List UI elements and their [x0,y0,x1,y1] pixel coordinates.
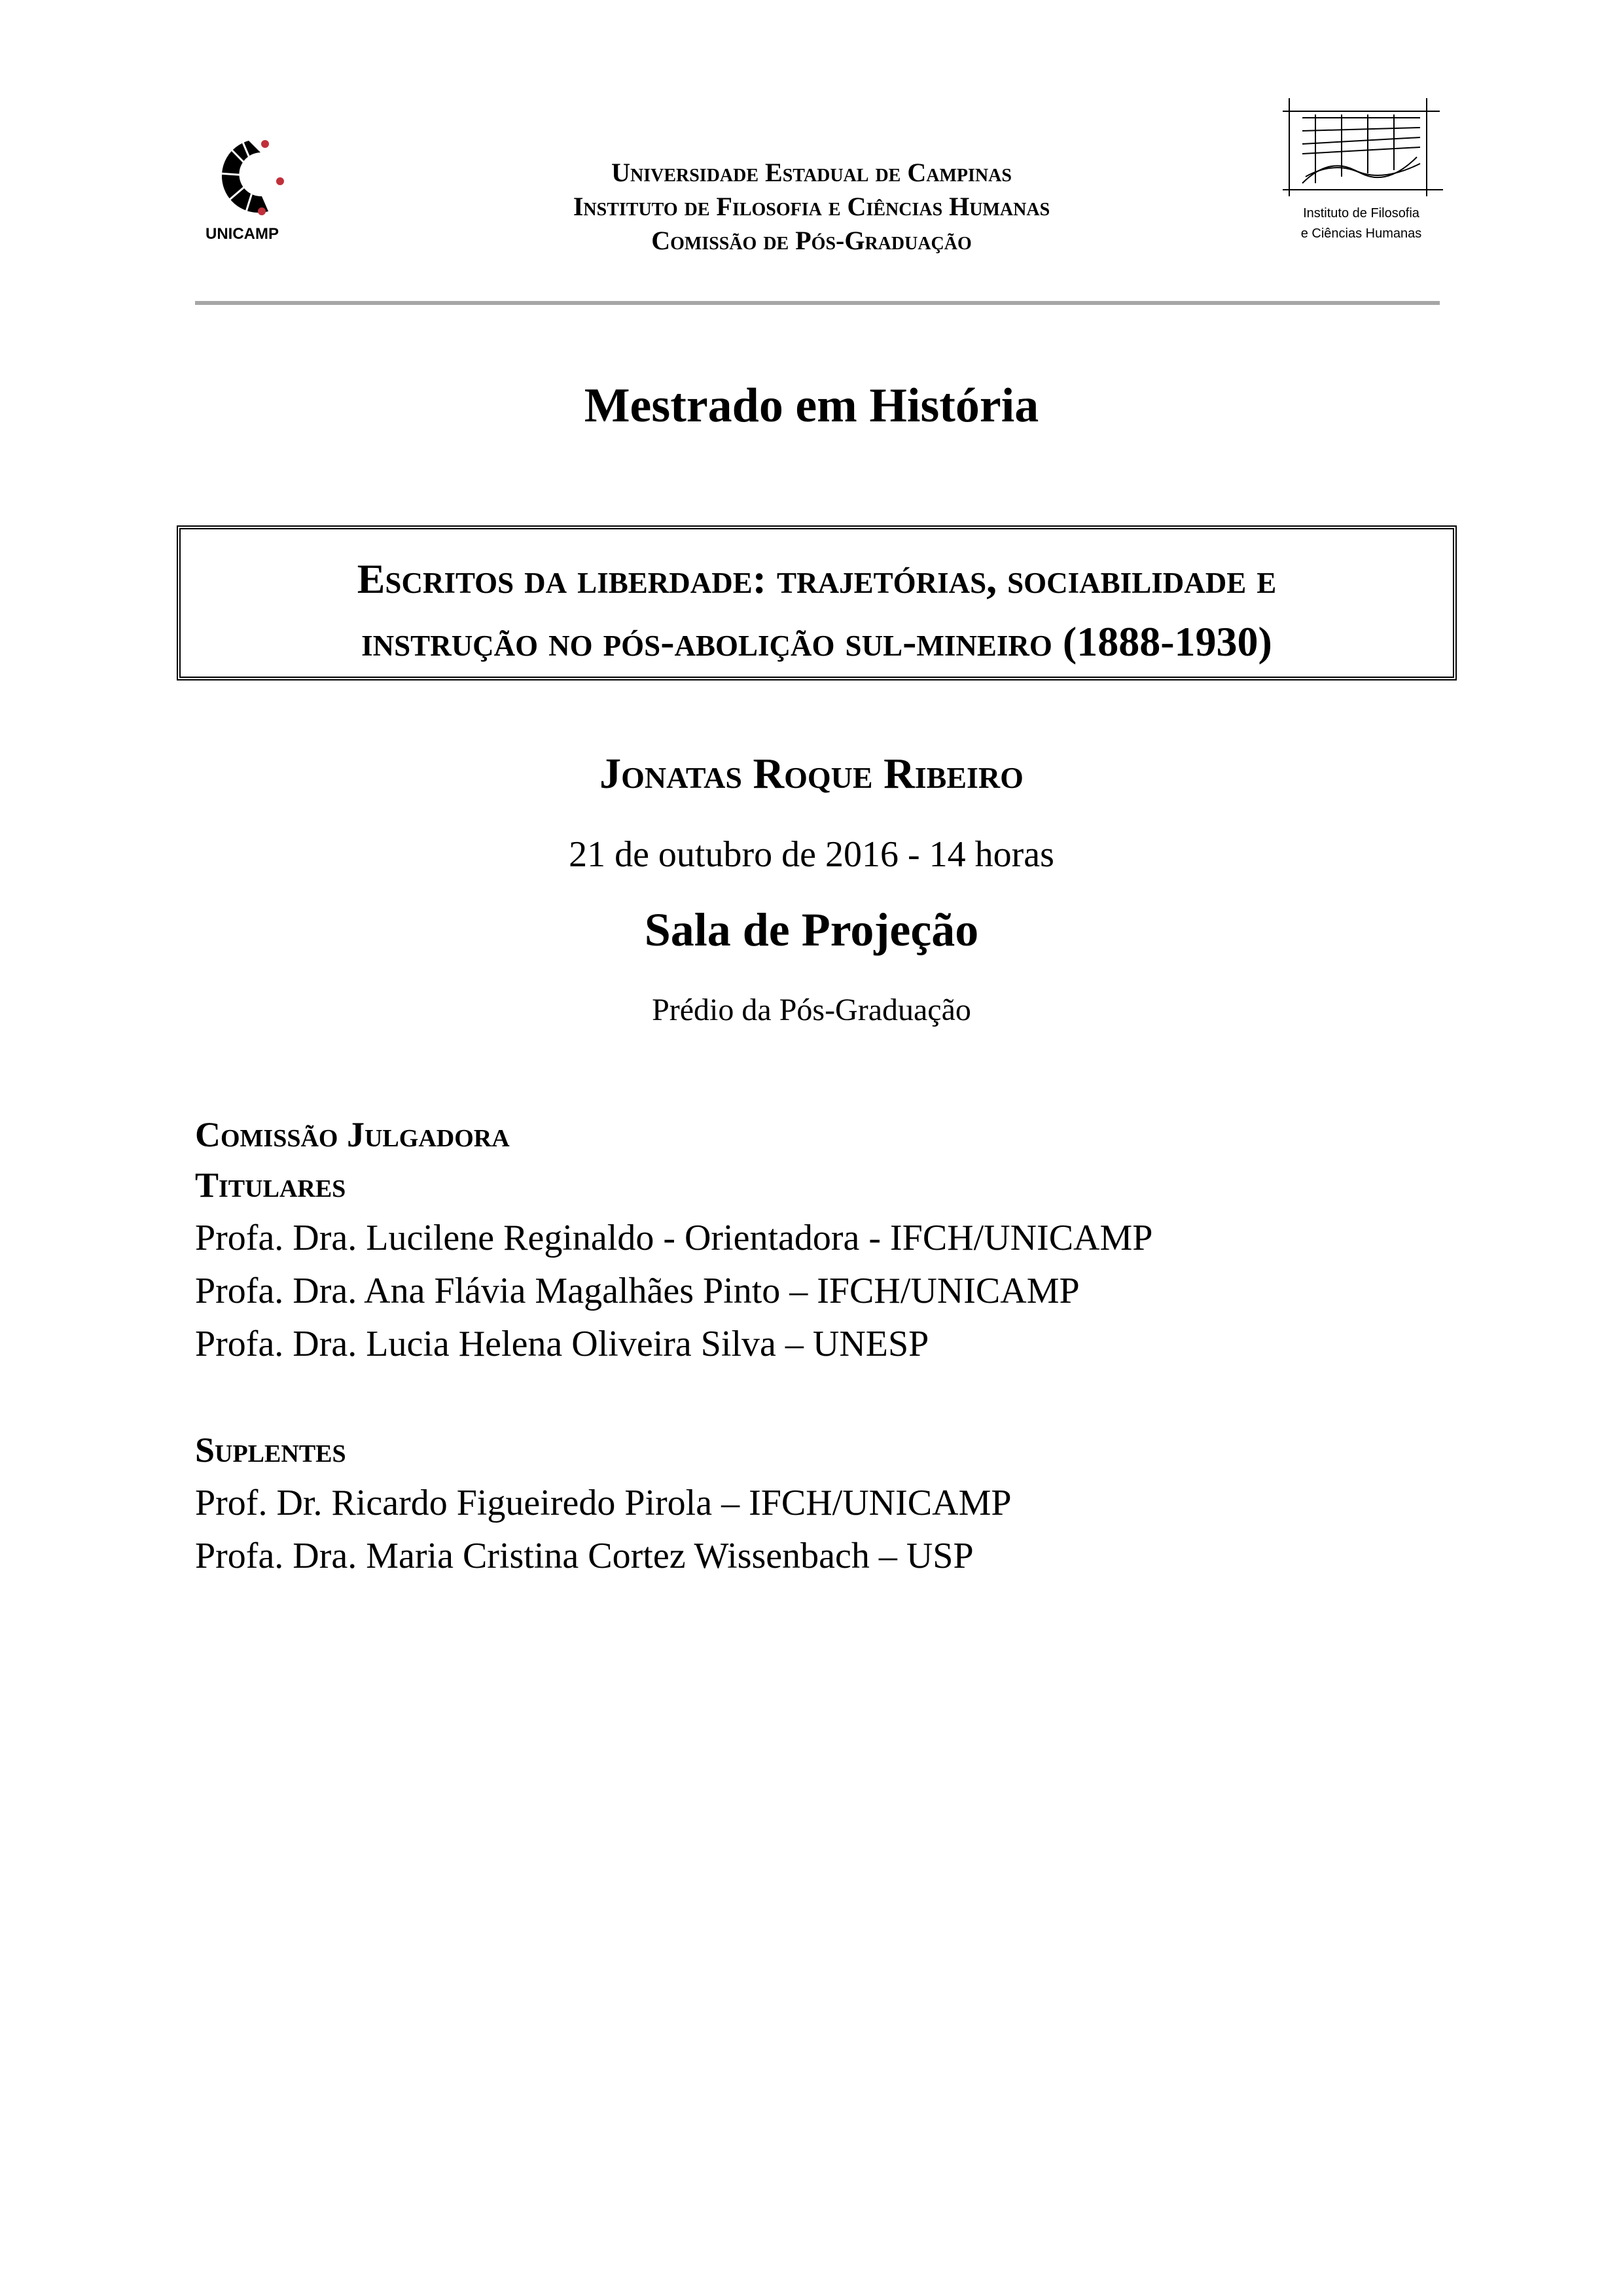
substitute-member: Prof. Dr. Ricardo Figueiredo Pirola – IFCH/UNICAMP [195,1483,1012,1523]
page-title: Mestrado em História [584,379,1039,433]
committee-section [195,1108,1152,1583]
ifch-logo [1276,98,1446,245]
spacer [195,1371,1152,1424]
thesis-title-line-1: Escritos da liberdade: trajetórias, sociabilidade e [357,556,1277,602]
committee-member: Profa. Dra. Lucia Helena Oliveira Silva – UNESP [195,1324,929,1364]
header-university: Universidade Estadual de Campinas [611,158,1012,187]
ifch-logo-text-1: Instituto de Filosofia [1303,206,1419,221]
header-institute: Instituto de Filosofia e Ciências Humanas [573,192,1050,221]
committee-heading: Comissão Julgadora [195,1115,510,1154]
ifch-logo-text-2: e Ciências Humanas [1300,226,1422,241]
candidate-name: Jonatas Roque Ribeiro [599,750,1024,798]
committee-member: Profa. Dra. Ana Flávia Magalhães Pinto – IFCH/UNICAMP [195,1271,1080,1311]
defense-date-time: 21 de outubro de 2016 - 14 horas [569,834,1054,875]
defense-building: Prédio da Pós-Graduação [652,993,971,1027]
ifch-building-icon [1276,98,1446,203]
thesis-title-line-2: instrução no pós-abolição sul-mineiro (1888-1930) [361,618,1272,665]
defense-room: Sala de Projeção [644,904,979,956]
titulares-heading: Titulares [195,1165,346,1205]
substitute-member: Profa. Dra. Maria Cristina Cortez Wissenbach – USP [195,1536,974,1576]
suplentes-heading: Suplentes [195,1430,346,1470]
committee-member: Profa. Dra. Lucilene Reginaldo - Orientadora - IFCH/UNICAMP [195,1218,1153,1258]
thesis-title-box [177,525,1457,680]
header-divider [195,301,1440,305]
unicamp-logo-text: UNICAMP [205,225,279,243]
header-commission: Comissão de Pós-Graduação [651,226,972,255]
